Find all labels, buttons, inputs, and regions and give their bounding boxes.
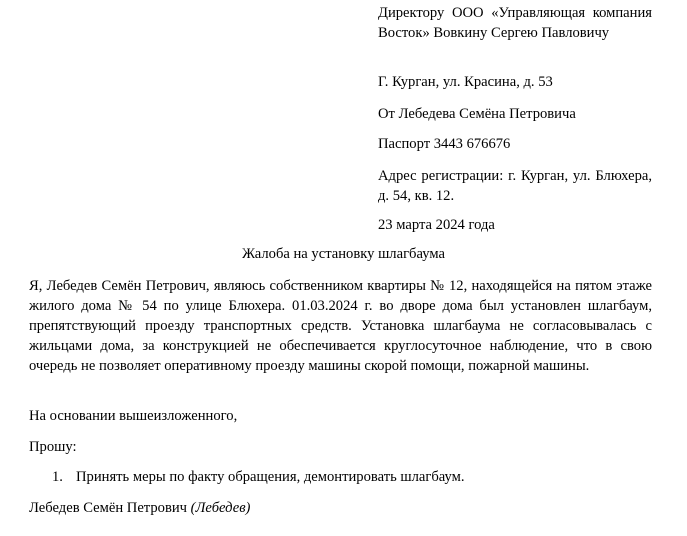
list-item-number: 1. — [52, 469, 63, 485]
signature-name: Лебедев Семён Петрович — [29, 500, 188, 516]
request-list-item — [52, 467, 465, 487]
addressee-address: Г. Курган, ул. Красина, д. 53 — [378, 74, 553, 90]
addressee-block: Директору ООО «Управляющая компания Восток» Вовкину Сергею Павловичу — [378, 5, 652, 41]
document-date: 23 марта 2024 года — [378, 217, 495, 233]
basis-line: На основании вышеизложенного, — [29, 408, 238, 424]
signature-handwritten: (Лебедев) — [190, 500, 251, 516]
sender-registration: Адрес регистрации: г. Курган, ул. Блюхера, д. 54, кв. 12. — [378, 168, 652, 204]
request-label: Прошу: — [29, 439, 77, 455]
signature-line — [29, 498, 250, 518]
sender-passport: Паспорт 3443 676676 — [378, 136, 511, 152]
list-item-text: Принять меры по факту обращения, демонтировать шлагбаум. — [76, 469, 465, 485]
document-title: Жалоба на установку шлагбаума — [242, 246, 445, 262]
complaint-paragraph: Я, Лебедев Семён Петрович, являюсь собственником квартиры № 12, находящейся на пятом этаже жилого дома № 54 по улице Блюхера. 01.03.2024 г. во дворе дома был установлен шлагбаум, препятствующий проезду транспортных средств. Установка шлагбаума не согласовывалась с жильцами дома, за конструкцией не обеспечивается круглосуточное наблюдение, что в свою очередь не позволяет оперативному проезду машины скорой помощи, пожарной машины. — [29, 278, 652, 374]
sender-name: От Лебедева Семёна Петровича — [378, 106, 576, 122]
